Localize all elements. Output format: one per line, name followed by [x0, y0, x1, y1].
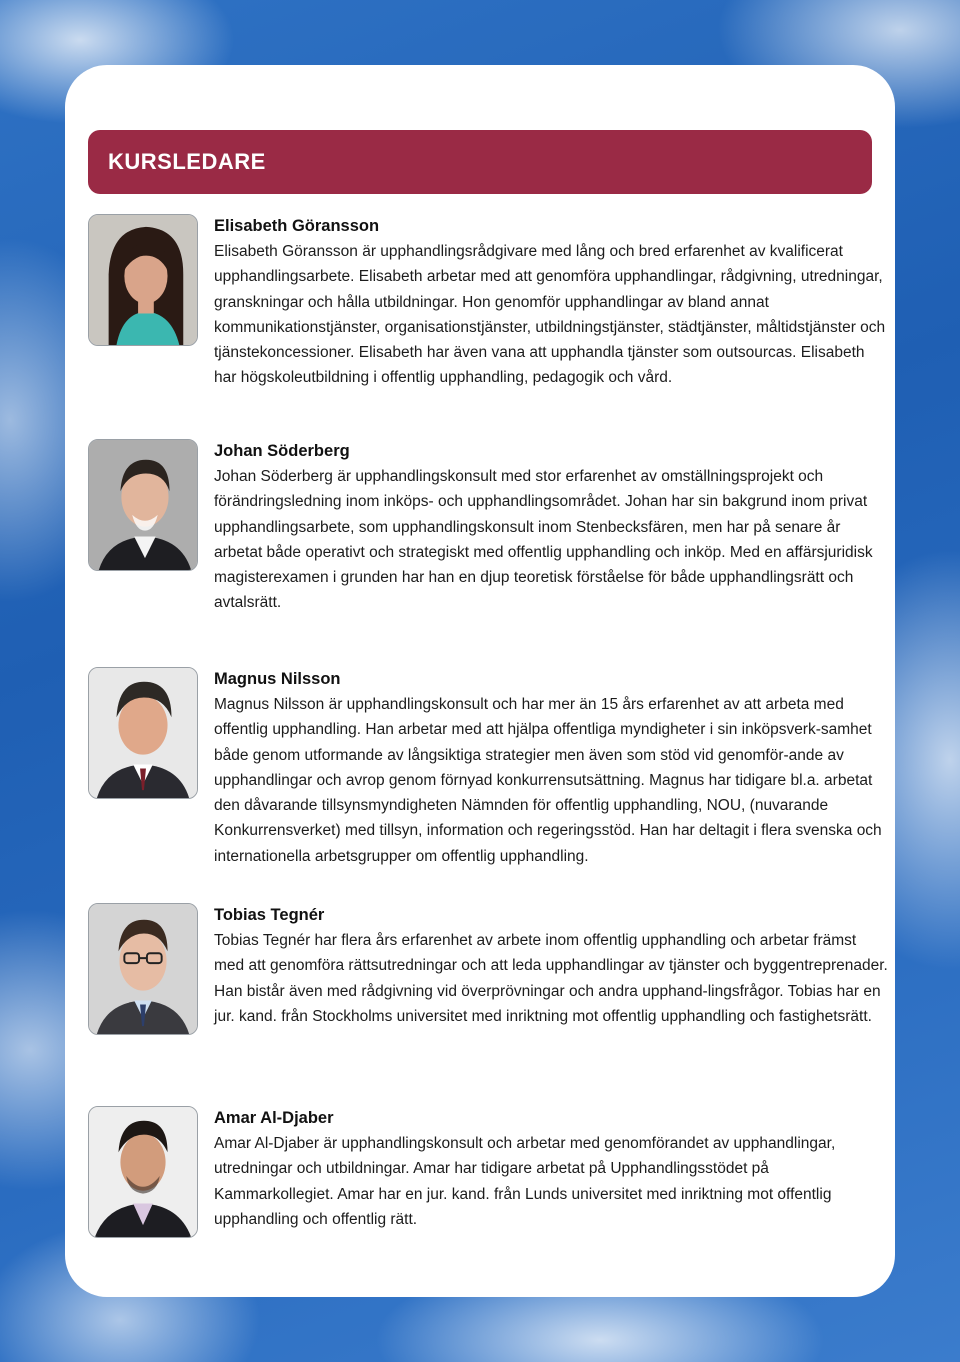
- person-bio: Tobias Tegnér har flera års erfarenhet av arbete inom offentlig upphandling och arbetar främst med att genomföra rättsutredningar och att leda upphandlingar av tjänster och byggentreprenader. Han bistår även med rådgivning vid överprövningar och andra upphand-lingsfrågor. Tobias har en jur. kand. från Stockholms universitet med inriktning mot offentlig upphandling och fastighetsrätt.: [214, 932, 888, 1025]
- person-name: Magnus Nilsson: [214, 670, 341, 688]
- portrait-man-glasses-icon: [88, 903, 198, 1035]
- portrait-man-icon: [88, 667, 198, 799]
- person-bio: Magnus Nilsson är upphandlingskonsult och har mer än 15 års erfarenhet av att arbeta med offentlig upphandling. Han arbetar med att hjälpa offentliga myndigheter i sin inköpsverk-samhet både genom utformande av långsiktiga strategier men även som stöd vid genomför-ande av upphandlingar och avrop genom förnyad konkurrensutsättning. Magnus har tidigare bl.a. arbetat den dåvarande tillsynsmyndigheten Nämnden för offentlig upphandling, NOU, (nuvarande Konkurrensverket) med tillsyn, information och regeringsstöd. Han har deltagit i flera svenska och internationella arbetsgrupper om offentlig upphandling.: [214, 696, 882, 865]
- section-header: [88, 130, 872, 194]
- portrait-man-icon: [88, 1106, 198, 1238]
- person-bio: Elisabeth Göransson är upphandlingsrådgivare med lång och bred erfarenhet av kvalificerat upphandlingsarbete. Elisabeth arbetar med att genomföra upphandlingar, rådgivning, utredningar, granskningar och hålla utbildningar. Hon genomför upphandlingar av bland annat kommunikationstjänster, organisationstjänster, utbildningstjänster, städtjänster, måltidstjänster och tjänstekoncessioner. Elisabeth har även vana att upphandla tjänster som outsourcas. Elisabeth har högskoleutbildning i offentlig upphandling, pedagogik och vård.: [214, 243, 886, 387]
- person-name: Elisabeth Göransson: [214, 217, 380, 235]
- person-bio: Amar Al-Djaber är upphandlingskonsult och arbetar med genomförandet av upphandlingar, utredningar och utbildningar. Amar har tidigare arbetat på Upphandlingsstödet på Kammarkollegiet. Amar har en jur. kand. från Lunds universitet med inriktning mot offentlig upphandling och offentlig rätt.: [214, 1135, 836, 1228]
- person-name: Amar Al-Djaber: [214, 1109, 334, 1127]
- person-name: Johan Söderberg: [214, 442, 350, 460]
- section-title: KURSLEDARE: [108, 149, 266, 174]
- portrait-man-icon: [88, 439, 198, 571]
- person-bio: Johan Söderberg är upphandlingskonsult med stor erfarenhet av omställningsprojekt och förändringsledning inom inköps- och upphandlingsområdet. Johan har sin bakgrund inom privat upphandlingsarbete, som upphandlingskonsult inom Stenbecksfären, men har på senare år arbetat både operativt och strategiskt med offentlig upphandling och inköp. Med en affärsjuridisk magisterexamen i grunden har han en djup teoretisk förståelse för både upphandlingsrätt och avtalsrätt.: [214, 468, 873, 612]
- portrait-woman-icon: [88, 214, 198, 346]
- person-name: Tobias Tegnér: [214, 906, 325, 924]
